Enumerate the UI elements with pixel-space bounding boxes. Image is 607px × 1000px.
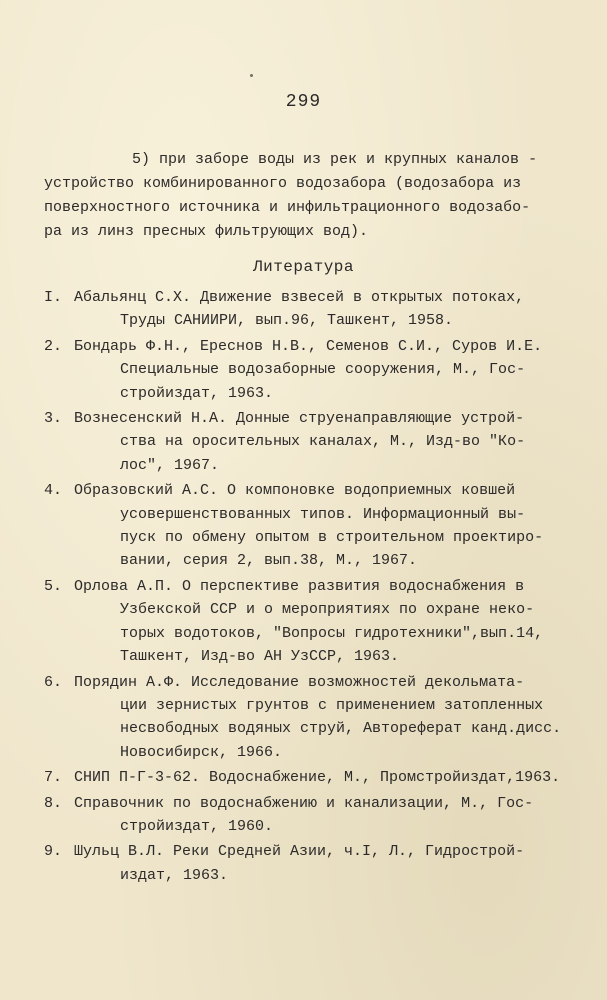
page-number: 299 — [285, 92, 322, 112]
reference-line: Орлова А.П. О перспективе развития водоснабжения в — [74, 577, 525, 595]
reference-item — [44, 671, 584, 765]
reference-line: Шульц В.Л. Реки Средней Азии, ч.I, Л., Гидрострой- — [74, 843, 525, 861]
paragraph-line: устройство комбинированного водозабора (водозабора из — [44, 175, 522, 192]
reference-line: Порядин А.Ф. Исследование возможностей декольмата- — [74, 673, 525, 691]
paragraph-line: ра из линз пресных фильтрующих вод). — [44, 223, 369, 240]
reference-line: Образовский А.С. О компоновке водоприемных ковшей — [74, 482, 516, 500]
reference-line: Новосибирск, 1966. — [120, 743, 283, 761]
reference-line: издат, 1963. — [120, 866, 229, 884]
reference-line: усовершенствованных типов. Информационный вы- — [120, 505, 526, 523]
references-heading: Литература — [252, 258, 354, 276]
reference-number: 7. — [44, 769, 63, 787]
reference-number: 5. — [44, 577, 63, 595]
reference-item — [44, 575, 584, 669]
reference-item — [44, 840, 584, 887]
reference-item — [44, 286, 584, 333]
reference-number: 2. — [44, 337, 63, 355]
reference-line: несвободных водяных струй, Автореферат канд.дисс. — [120, 720, 562, 738]
paragraph-line: 5) при заборе воды из рек и крупных каналов - — [132, 151, 538, 168]
reference-line: стройиздат, 1963. — [120, 384, 274, 402]
reference-item — [44, 766, 584, 789]
reference-line: Узбекской ССР и о мероприятиях по охране неко- — [120, 601, 535, 619]
reference-number: I. — [44, 289, 63, 306]
body-paragraph — [44, 148, 564, 244]
reference-number: 8. — [44, 794, 63, 812]
reference-line: Справочник по водоснабжению и канализации, М., Гос- — [74, 794, 534, 812]
reference-item — [44, 407, 584, 477]
reference-line: ства на оросительных каналах, М., Изд-во "Ко- — [120, 433, 526, 451]
reference-item — [44, 479, 584, 573]
reference-line: Специальные водозаборные сооружения, М., Гос- — [120, 361, 526, 379]
reference-line: Абальянц С.Х. Движение взвесей в открытых потоках, — [74, 289, 525, 306]
reference-number: 9. — [44, 843, 63, 861]
reference-item — [44, 335, 584, 405]
reference-line: Ташкент, Изд-во АН УзССР, 1963. — [120, 648, 400, 666]
reference-line: вании, серия 2, вып.38, М., 1967. — [120, 552, 418, 570]
reference-list — [44, 286, 584, 889]
paragraph-line: поверхностного источника и инфильтрационного водозабо- — [44, 199, 531, 216]
reference-line: Труды САНИИРИ, вып.96, Ташкент, 1958. — [120, 312, 454, 330]
reference-line: Бондарь Ф.Н., Ереснов Н.В., Семенов С.И., Суров И.Е. — [74, 337, 543, 355]
reference-line: пуск по обмену опытом в строительном проектиро- — [120, 529, 544, 547]
reference-item — [44, 792, 584, 839]
reference-number: 6. — [44, 673, 63, 691]
reference-line: лос", 1967. — [120, 456, 220, 474]
reference-number: 4. — [44, 482, 63, 500]
reference-line: стройиздат, 1960. — [120, 817, 274, 835]
reference-line: ции зернистых грунтов с применением затопленных — [120, 696, 544, 714]
reference-line: Вознесенский Н.А. Донные струенаправляющие устрой- — [74, 410, 525, 428]
reference-line: СНИП П-Г-3-62. Водоснабжение, М., Промстройиздат,1963. — [74, 769, 561, 787]
reference-line: торых водотоков, "Вопросы гидротехники",вып.14, — [120, 624, 544, 642]
ink-speck — [250, 74, 253, 77]
reference-number: 3. — [44, 410, 63, 428]
